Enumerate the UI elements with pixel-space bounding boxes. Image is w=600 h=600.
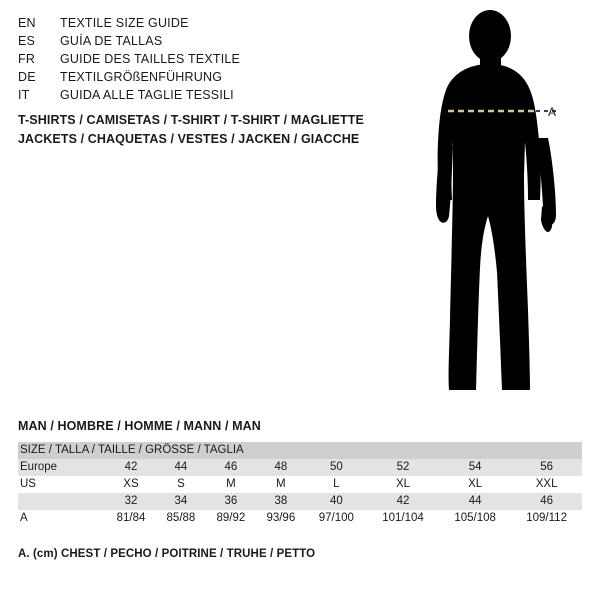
cell: 46: [511, 493, 582, 510]
body-silhouette: [436, 10, 556, 390]
language-title: TEXTILGRÖßENFÜHRUNG: [60, 70, 223, 84]
cell: 97/100: [306, 510, 367, 527]
table-header-row: [18, 442, 582, 459]
cell: 38: [256, 493, 306, 510]
cell: 56: [511, 459, 582, 476]
cell: S: [156, 476, 206, 493]
cell: XXL: [511, 476, 582, 493]
table-footnote: A. (cm) CHEST / PECHO / POITRINE / TRUHE / PETTO: [18, 548, 316, 560]
language-title: TEXTILE SIZE GUIDE: [60, 16, 189, 30]
row-label-a: A: [18, 510, 106, 527]
cell: 42: [106, 459, 156, 476]
cell: 89/92: [206, 510, 256, 527]
cell: 52: [367, 459, 439, 476]
language-row: [18, 88, 348, 106]
cell: 105/108: [439, 510, 511, 527]
language-code: EN: [18, 16, 36, 30]
cell: 93/96: [256, 510, 306, 527]
cell: 54: [439, 459, 511, 476]
cell: 81/84: [106, 510, 156, 527]
language-title: GUÍA DE TALLAS: [60, 34, 163, 48]
cell: 44: [439, 493, 511, 510]
row-label-europe: Europe: [18, 459, 106, 476]
language-code: ES: [18, 34, 36, 48]
cell: XL: [439, 476, 511, 493]
cell: 109/112: [511, 510, 582, 527]
language-row: [18, 70, 348, 88]
cell: 85/88: [156, 510, 206, 527]
cell: 50: [306, 459, 367, 476]
cell: 48: [256, 459, 306, 476]
cell: 44: [156, 459, 206, 476]
language-code: DE: [18, 70, 36, 84]
chest-measure-label: A: [548, 105, 557, 119]
cell: M: [206, 476, 256, 493]
cell: 42: [367, 493, 439, 510]
language-row: [18, 16, 348, 34]
size-table: [18, 442, 582, 527]
cell: 36: [206, 493, 256, 510]
cell: 32: [106, 493, 156, 510]
cell: M: [256, 476, 306, 493]
cell: 46: [206, 459, 256, 476]
row-label-us-numeric: [18, 493, 106, 510]
table-row: [18, 493, 582, 510]
category-tshirts: T-SHIRTS / CAMISETAS / T-SHIRT / T-SHIRT / MAGLIETTE: [18, 113, 364, 127]
table-row: [18, 476, 582, 493]
cell: L: [306, 476, 367, 493]
language-row: [18, 34, 348, 52]
language-code: FR: [18, 52, 36, 66]
cell: XS: [106, 476, 156, 493]
cell: XL: [367, 476, 439, 493]
male-body-figure: [418, 10, 588, 400]
cell: 101/104: [367, 510, 439, 527]
row-label-us: US: [18, 476, 106, 493]
category-headings: [18, 111, 378, 149]
language-row: [18, 52, 348, 70]
table-row: [18, 510, 582, 527]
cell: 34: [156, 493, 206, 510]
language-code: IT: [18, 88, 30, 102]
language-title: GUIDE DES TAILLES TEXTILE: [60, 52, 241, 66]
table-row: [18, 459, 582, 476]
cell: 40: [306, 493, 367, 510]
language-title: GUIDA ALLE TAGLIE TESSILI: [60, 88, 234, 102]
category-jackets: JACKETS / CHAQUETAS / VESTES / JACKEN / GIACCHE: [18, 132, 360, 146]
table-title: MAN / HOMBRE / HOMME / MANN / MAN: [18, 419, 261, 433]
table-header-label: SIZE / TALLA / TAILLE / GRÖSSE / TAGLIA: [18, 442, 582, 459]
language-list: [18, 16, 348, 106]
